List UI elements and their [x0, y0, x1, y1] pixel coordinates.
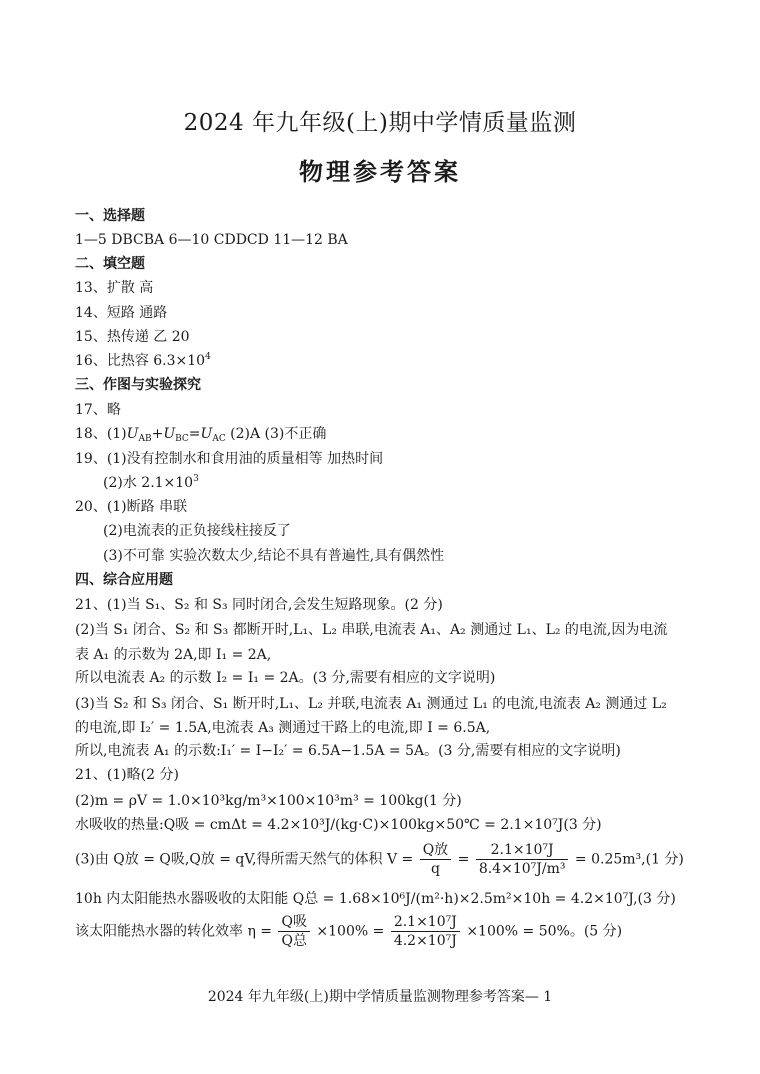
answer-18: 18、$(1)U_{AB}+U_{BC}=U_{AC}$ (2)A (3)不正确 [75, 426, 327, 444]
answer-22-2b: 水吸收的热量:Q吸 = cmΔt = 4.2×10³J/(kg·C)×100kg×50℃ = 2.1×10⁷J(3 分) [75, 817, 602, 833]
answer-22-1: 21、(1)略(2 分) [75, 767, 179, 783]
answer-21-3c: 所以,电流表 A₁ 的示数:I₁′ = I−I₂′ = 6.5A−1.5A = 5A。(3 分,需要有相应的文字说明) [75, 743, 621, 759]
answer-14: 14、短路 通路 [75, 305, 168, 321]
answer-21-3a: (3)当 S₂ 和 S₃ 闭合、S₁ 断开时,L₁、L₂ 并联,电流表 A₁ 测通过 L₁ 的电流,电流表 A₂ 测通过 L₂ [75, 696, 667, 712]
section-choice-heading: 一、选择题 [75, 208, 145, 224]
answer-15: 15、热传递 乙 20 [75, 329, 190, 345]
answer-21-3b: 的电流,即 I₂′ = 1.5A,电流表 A₃ 测通过干路上的电流,即 I = 6.5A, [75, 720, 491, 736]
document-title: 2024 年九年级(上)期中学情质量监测 [183, 110, 577, 136]
answer-21-2a: (2)当 S₁ 闭合、S₂ 和 S₃ 都断开时,L₁、L₂ 串联,电流表 A₁、A₂ 测通过 L₁、L₂ 的电流,因为电流 [75, 622, 668, 638]
answer-22-3c: 该太阳能热水器的转化效率 η = $\frac{\text{Q吸}}{\text{Q总}}$ ×100% = $\frac{\text{2.1×10⁷J}}{\text{4.2×10⁷J}}$ ×100% = 50%。(5 分) [75, 914, 623, 949]
answer-20-1: 20、(1)断路 串联 [75, 499, 188, 515]
answer-19-2: (2)水 $2.1\times 10^3$ [103, 474, 199, 491]
answer-22-3b: 10h 内太阳能热水器吸收的太阳能 Q总 = 1.68×10⁶J/(m²·h)×2.5m²×10h = 4.2×10⁷J,(3 分) [75, 891, 676, 907]
section-experiment-heading: 三、作图与实验探究 [75, 377, 201, 393]
answer-22-2a: (2)m = ρV = 1.0×10³kg/m³×100×10³m³ = 100kg(1 分) [75, 793, 462, 809]
section-fill-heading: 二、填空题 [75, 256, 145, 272]
answer-19-1: 19、(1)没有控制水和食用油的质量相等 加热时间 [75, 451, 384, 467]
answer-20-2: (2)电流表的正负接线柱接反了 [103, 523, 291, 539]
document-subtitle: 物理参考答案 [299, 157, 461, 186]
answer-16: 16、比热容 $6.3\times 10^4$ [75, 352, 211, 369]
answer-21-2c: 所以电流表 A₂ 的示数 I₂ = I₁ = 2A。(3 分,需要有相应的文字说明) [75, 670, 496, 686]
answer-21-2b: 表 A₁ 的示数为 2A,即 I₁ = 2A, [75, 647, 272, 663]
answer-17: 17、略 [75, 402, 121, 418]
answer-21-1: 21、(1)当 S₁、S₂ 和 S₃ 同时闭合,会发生短路现象。(2 分) [75, 597, 443, 613]
answer-20-3: (3)不可靠 实验次数太少,结论不具有普遍性,具有偶然性 [103, 548, 445, 564]
section-application-heading: 四、综合应用题 [75, 572, 173, 588]
answer-13: 13、扩散 高 [75, 280, 154, 296]
answer-22-3a: (3)由 Q放 = Q吸,Q放 = qV,得所需天然气的体积 V = $\frac{\text{Q放}}{q}$ = $\frac{\text{2.1×10⁷J}}{\text{8.4×10⁷J/m³}}$ = 0.25m³,(1 分) [75, 842, 684, 877]
fraction-volume-numeric: $\frac{\text{2.1×10⁷J}}{\text{8.4×10⁷J/m³}}$ [476, 842, 569, 877]
fraction-volume-symbolic: $\frac{\text{Q放}}{q}$ [420, 842, 451, 877]
fraction-efficiency-numeric: $\frac{\text{2.1×10⁷J}}{\text{4.2×10⁷J}}$ [391, 914, 460, 949]
answers-choice: 1—5 DBCBA 6—10 CDDCD 11—12 BA [75, 232, 348, 248]
page-footer: 2024 年九年级(上)期中学情质量监测物理参考答案— 1 [207, 989, 553, 1005]
fraction-efficiency-symbolic: $\frac{\text{Q吸}}{\text{Q总}}$ [278, 914, 309, 949]
